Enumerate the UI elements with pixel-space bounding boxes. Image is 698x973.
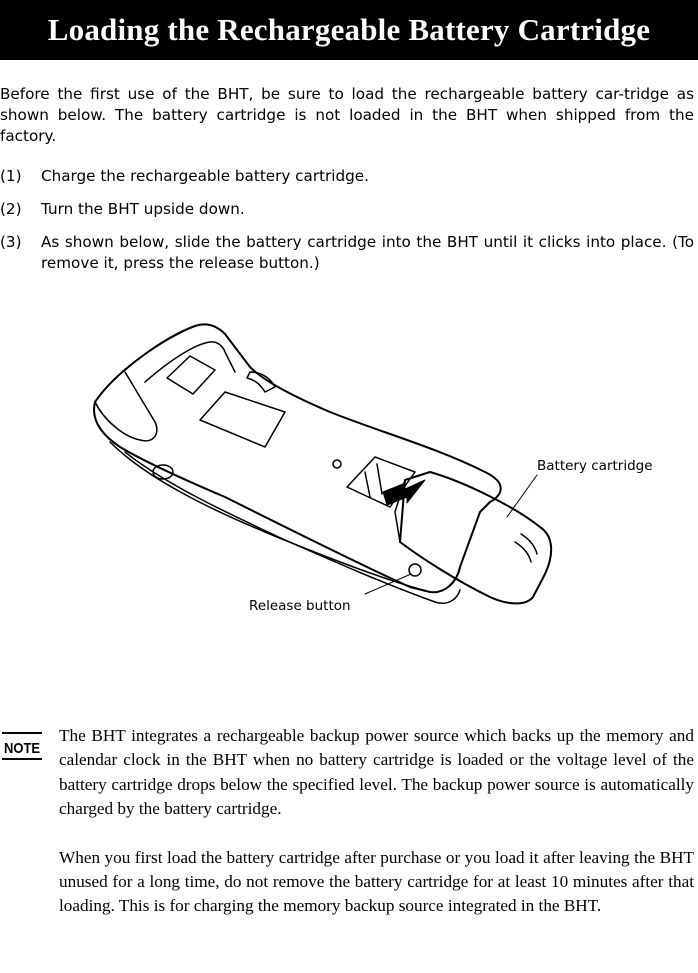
step-item <box>0 199 698 220</box>
screw-hole <box>333 460 341 468</box>
intro-paragraph: Before the first use of the BHT, be sure to load the rechargeable battery car-tridge as shown below. The battery cartridge is not loaded in the BHT when shipped from the factory. <box>0 85 694 145</box>
step-item <box>0 232 698 274</box>
step-number: (1) <box>0 167 22 185</box>
note-icon-text: NOTE <box>4 740 40 757</box>
bay-guide <box>365 464 382 497</box>
note-paragraph: The BHT integrates a rechargeable backup power source which backs up the memory and calendar clock in the BHT when no battery cartridge is loaded or the voltage level of the battery cartridge drops below the specified level. The backup power source is automatically charged by the battery cartridge. <box>59 726 694 819</box>
step-text: Charge the rechargeable battery cartridge. <box>41 167 369 185</box>
battery-vent <box>515 534 537 562</box>
terminal-side-edge <box>110 442 430 592</box>
step-list <box>0 166 698 286</box>
step-item <box>0 166 698 187</box>
battery-cartridge <box>400 472 551 603</box>
note-icon <box>2 730 42 762</box>
battery-cartridge-leader <box>507 475 537 517</box>
page-title: Loading the Rechargeable Battery Cartridge <box>0 0 698 60</box>
step-text: Turn the BHT upside down. <box>41 200 245 218</box>
release-button-label: Release button <box>249 598 351 614</box>
terminal-front-face <box>95 372 157 441</box>
terminal-body <box>94 324 501 592</box>
battery-cartridge-label: Battery cartridge <box>537 458 653 474</box>
terminal-ridge <box>145 342 235 382</box>
step-number: (3) <box>0 233 22 251</box>
label-window <box>167 356 215 394</box>
step-number: (2) <box>0 200 22 218</box>
bottom-plate <box>200 392 285 447</box>
note-body <box>59 724 694 943</box>
step-text: As shown below, slide the battery cartridge into the BHT until it clicks into place. (To remove it, press the release button.) <box>41 233 694 272</box>
note-paragraph: When you first load the battery cartridge after purchase or you load it after leaving the BHT unused for a long time, do not remove the battery cartridge for at least 10 minutes after that loading. This is for charging the memory backup source integrated in the BHT. <box>59 847 694 916</box>
bht-battery-loading-illustration <box>85 312 675 637</box>
